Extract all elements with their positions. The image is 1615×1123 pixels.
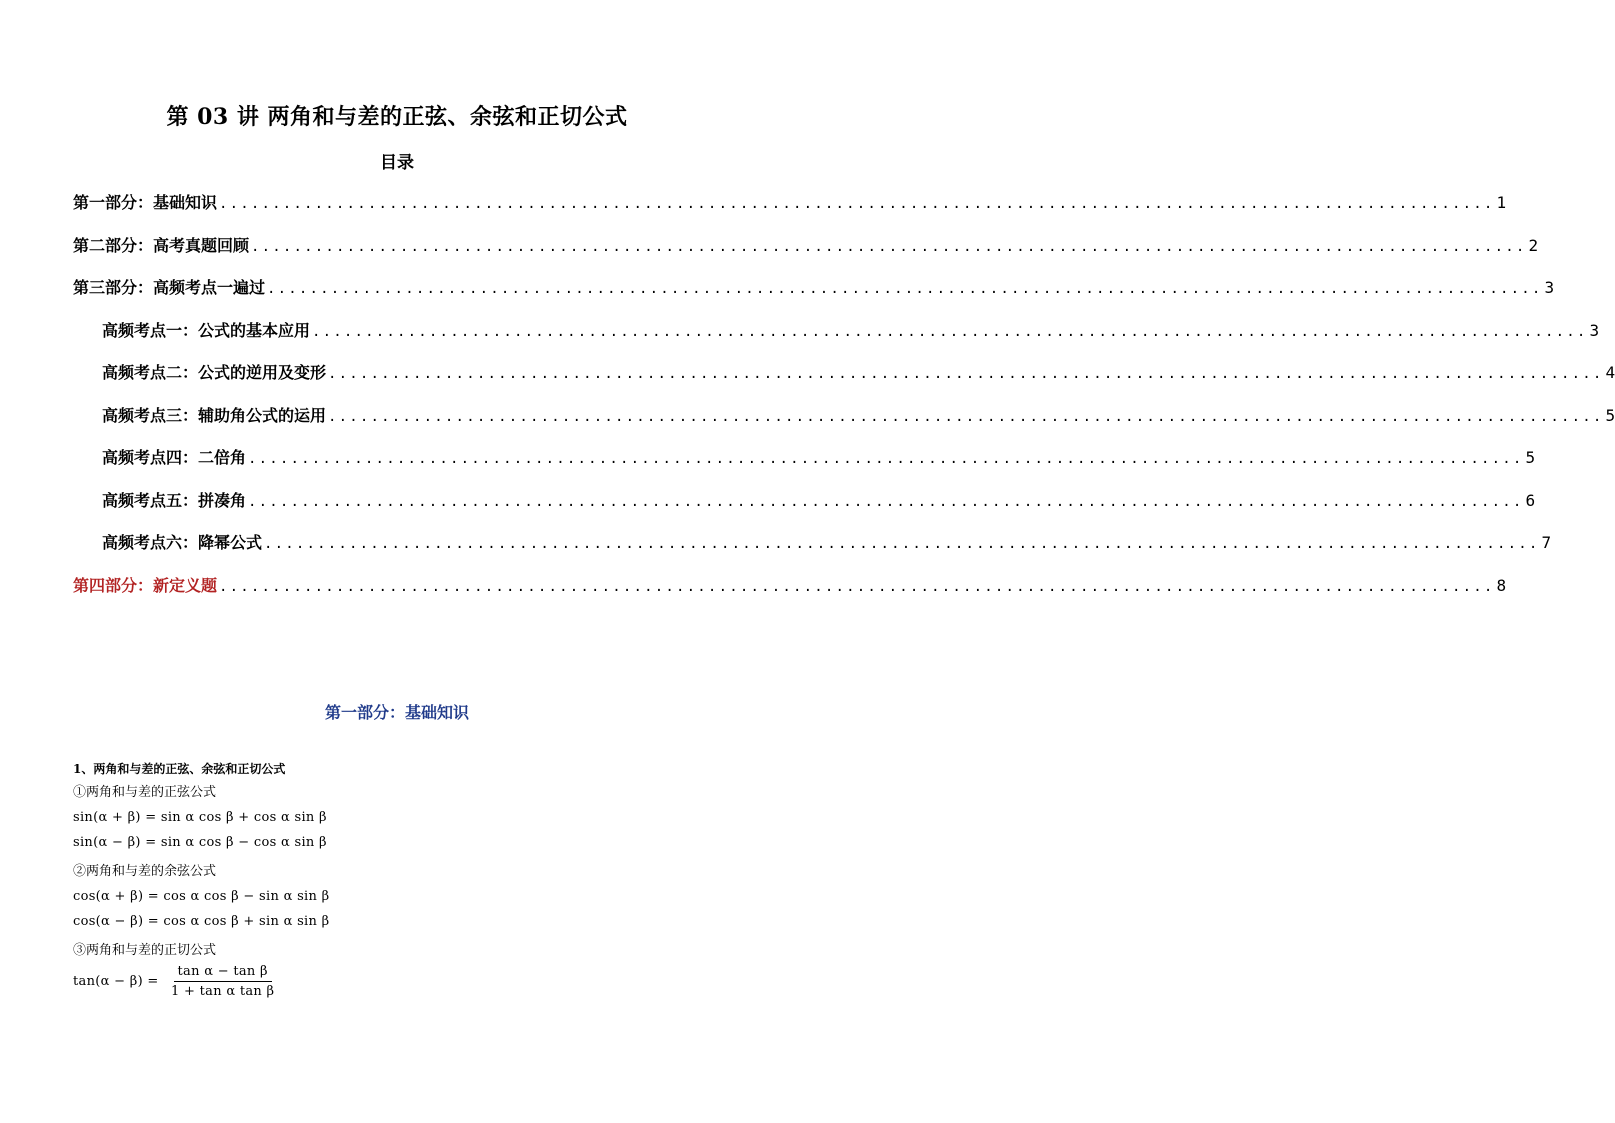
toc-page-number: 6 [1525, 490, 1536, 510]
tan-fraction [167, 964, 278, 999]
toc-entry[interactable] [73, 318, 1600, 361]
item-title: 1、两角和与差的正弦、余弦和正切公式 [73, 762, 286, 776]
toc-leader-dots: ........................................................................................................................ [328, 408, 1604, 425]
section-heading: 第一部分：基础知识 [324, 703, 469, 722]
toc-leader-dots: ........................................................................................................................ [219, 578, 1495, 595]
toc-page-number: 5 [1605, 405, 1615, 425]
toc-page-number: 3 [1589, 320, 1600, 340]
toc-leader-dots: ........................................................................................................................ [328, 366, 1604, 382]
toc-leader-dots: ........................................................................................................................ [219, 196, 1495, 212]
table-of-contents [73, 190, 1615, 615]
sin-title: ①两角和与差的正弦公式 [73, 785, 217, 800]
formula-tan-minus [73, 964, 723, 999]
toc-leader-dots: ........................................................................................................................ [312, 323, 1588, 340]
cos-title: ②两角和与差的余弦公式 [73, 864, 217, 879]
toc-entry-label: 第四部分：新定义题 [73, 575, 218, 595]
toc-entry-label: 高频考点二：公式的逆用及变形 [102, 363, 327, 382]
toc-leader-dots: ........................................................................................................................ [264, 536, 1540, 552]
tan-title: ③两角和与差的正切公式 [73, 943, 217, 958]
toc-entry-label: 第一部分：基础知识 [73, 193, 218, 212]
formula-sin-minus: sin(α − β) = sin α cos β − cos α sin β [73, 835, 327, 850]
toc-entry-label: 高频考点六：降幂公式 [102, 533, 263, 552]
toc-entry-label: 第二部分：高考真题回顾 [73, 235, 250, 255]
toc-entry-label: 高频考点三：辅助角公式的运用 [102, 405, 327, 425]
toc-entry[interactable] [73, 190, 1507, 233]
toc-page-number: 7 [1541, 533, 1552, 552]
toc-entry-label: 高频考点一：公式的基本应用 [102, 320, 311, 340]
tan-denominator: 1 + tan α tan β [171, 984, 275, 999]
toc-entry[interactable] [73, 530, 1552, 573]
toc-entry[interactable] [73, 233, 1539, 276]
toc-entry-label: 高频考点四：二倍角 [102, 448, 247, 467]
toc-entry-label: 第三部分：高频考点一遍过 [73, 278, 266, 297]
toc-entry[interactable] [73, 445, 1536, 488]
tan-numerator: tan α − tan β [174, 964, 272, 982]
toc-entry[interactable] [73, 488, 1536, 531]
toc-page-number: 2 [1528, 235, 1539, 255]
toc-entry[interactable] [73, 573, 1507, 616]
toc-page-number: 4 [1605, 363, 1615, 382]
formula-cos-minus: cos(α − β) = cos α cos β + sin α sin β [73, 914, 330, 929]
toc-entry[interactable] [73, 275, 1555, 318]
toc-leader-dots: ........................................................................................................................ [248, 493, 1524, 510]
section-content [73, 760, 723, 999]
formula-sin-plus: sin(α + β) = sin α cos β + cos α sin β [73, 810, 327, 825]
toc-page-number: 3 [1544, 278, 1555, 297]
toc-entry[interactable] [73, 403, 1615, 446]
toc-page-number: 1 [1496, 193, 1507, 212]
toc-leader-dots: ........................................................................................................................ [251, 238, 1527, 255]
toc-leader-dots: ........................................................................................................................ [267, 281, 1543, 297]
toc-entry[interactable] [73, 360, 1615, 403]
toc-leader-dots: ........................................................................................................................ [248, 451, 1524, 467]
toc-page-number: 5 [1525, 448, 1536, 467]
toc-heading: 目录 [380, 153, 414, 173]
page-title: 第 03 讲 两角和与差的正弦、余弦和正切公式 [166, 104, 628, 130]
toc-entry-label: 高频考点五：拼凑角 [102, 490, 247, 510]
toc-page-number: 8 [1496, 575, 1507, 595]
formula-cos-plus: cos(α + β) = cos α cos β − sin α sin β [73, 889, 330, 904]
tan-lhs: tan(α − β) = [73, 974, 159, 989]
